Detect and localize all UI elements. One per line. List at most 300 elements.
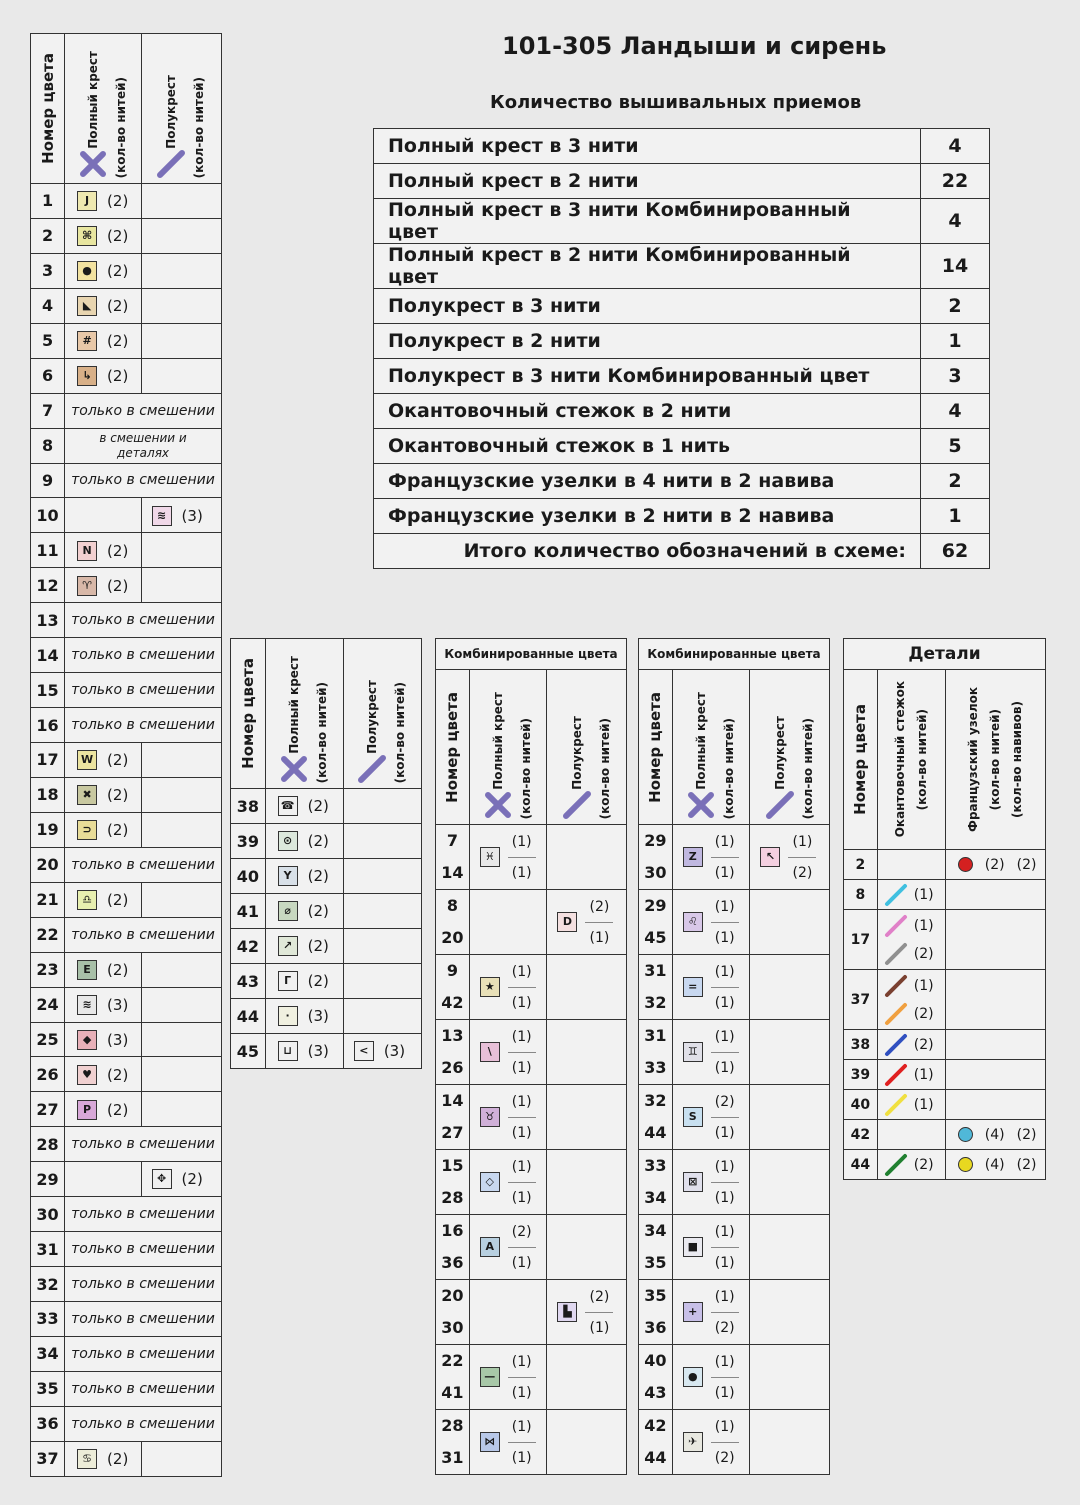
color-number-b: 30	[441, 1318, 464, 1337]
combo-row	[436, 1345, 627, 1410]
color-number-a: 8	[446, 896, 458, 915]
combo-row	[639, 955, 830, 1020]
color-number: 29	[31, 1162, 65, 1197]
color-number: 15	[31, 673, 65, 708]
backstitch-cell	[877, 1060, 945, 1090]
combo-half-cell	[547, 1215, 627, 1280]
legend-row	[31, 673, 222, 708]
color-number: 13	[31, 603, 65, 638]
color-number: 5	[31, 323, 65, 358]
combo-full-cell	[469, 1150, 547, 1215]
thread-count: (2)	[307, 902, 329, 921]
stats-label: Полный крест в 3 нити Комбинированный цвет	[374, 199, 921, 244]
thread-count-b: (1)	[511, 1254, 532, 1271]
color-number: 38	[231, 789, 266, 824]
mix-only-note: только в смешении	[65, 708, 222, 743]
stats-label: Французские узелки в 4 нити в 2 навива	[374, 464, 921, 499]
combo-row	[639, 1410, 830, 1475]
thread-count-a: (1)	[508, 827, 536, 858]
symbol-swatch: ♋	[77, 1449, 97, 1469]
thread-count-a: (1)	[711, 1412, 739, 1443]
symbol-swatch: W	[77, 750, 97, 770]
combo-caption-2: Комбинированные цвета	[639, 639, 830, 670]
thread-count-b: (1)	[511, 1059, 532, 1076]
stats-row	[374, 464, 990, 499]
combo-numbers	[639, 1085, 673, 1150]
stats-value: 2	[921, 289, 990, 324]
combo-row	[436, 1215, 627, 1280]
color-number-a: 20	[441, 1286, 464, 1305]
thread-count-b: (1)	[714, 929, 735, 946]
page-title: 101-305 Ландыши и сирень	[502, 32, 887, 60]
thread-count-a: (1)	[711, 1282, 739, 1313]
combo-table-2	[638, 638, 830, 1475]
thread-count-b: (1)	[714, 1059, 735, 1076]
symbol-swatch: ☎	[278, 796, 298, 816]
backstitch-line-icon	[884, 914, 908, 938]
stats-label: Полукрест в 2 нити	[374, 324, 921, 359]
french-knot-cell	[945, 1060, 1045, 1090]
legend-row	[31, 1022, 222, 1057]
thread-count: (2)	[307, 832, 329, 851]
color-number: 2	[844, 850, 878, 880]
stats-row	[374, 429, 990, 464]
combo-full-cell	[469, 1410, 547, 1475]
details-row	[844, 1120, 1046, 1150]
legend-row	[31, 1127, 222, 1162]
combo-half-cell	[750, 1410, 830, 1475]
knot-wrap-count: (2)	[1016, 1156, 1037, 1173]
stats-total-value: 62	[921, 534, 990, 569]
color-number: 23	[31, 952, 65, 987]
half-cross-icon	[562, 790, 592, 820]
backstitch-line-icon	[884, 1153, 908, 1177]
combo-half-cell	[547, 1085, 627, 1150]
stats-row	[374, 289, 990, 324]
thread-count: (2)	[307, 972, 329, 991]
symbol-swatch: ♥	[77, 1065, 97, 1085]
backstitch-cell	[877, 1150, 945, 1180]
color-number-a: 29	[644, 896, 667, 915]
thread-count: (2)	[913, 1156, 934, 1173]
color-number: 8	[31, 428, 65, 463]
combo-row	[639, 825, 830, 890]
combo-numbers	[639, 1280, 673, 1345]
combo-half-cell	[547, 825, 627, 890]
color-number: 8	[844, 880, 878, 910]
mix-only-note: только в смешении	[65, 1127, 222, 1162]
color-number: 16	[31, 708, 65, 743]
legend-row	[31, 568, 222, 603]
stats-total-row	[374, 534, 990, 569]
symbol-swatch: ⋈	[480, 1432, 500, 1452]
thread-count: (2)	[107, 227, 129, 246]
legend-row	[31, 288, 222, 323]
thread-count: (2)	[107, 1065, 129, 1084]
mix-only-note: только в смешении	[65, 463, 222, 498]
thread-count: (2)	[107, 751, 129, 770]
half-symbol-swatch: ≋	[152, 506, 172, 526]
thread-count-b: (1)	[511, 994, 532, 1011]
knot-wrap-count: (2)	[1016, 856, 1037, 873]
stats-value: 1	[921, 324, 990, 359]
symbol-swatch: ★	[480, 977, 500, 997]
mix-only-note: только в смешении	[65, 1197, 222, 1232]
combo-row	[436, 1085, 627, 1150]
thread-count-a: (2)	[585, 892, 613, 923]
symbol-swatch: ⌀	[278, 901, 298, 921]
details-hdr-knot: Французский узелок (кол-во нитей) (кол-во навивов)	[945, 670, 1045, 850]
french-knot-cell	[945, 850, 1045, 880]
combo-half-cell	[750, 1020, 830, 1085]
thread-count: (2)	[107, 331, 129, 350]
combo-row	[436, 1150, 627, 1215]
combo-numbers	[436, 825, 470, 890]
stats-label: Окантовочный стежок в 1 нить	[374, 429, 921, 464]
legend-row	[231, 824, 422, 859]
details-caption: Детали	[844, 639, 1046, 670]
color-number-b: 34	[644, 1188, 667, 1207]
full-cross-icon	[279, 754, 309, 784]
combo-half-cell	[547, 1410, 627, 1475]
stats-label: Полный крест в 2 нити	[374, 164, 921, 199]
color-number: 37	[844, 970, 878, 1030]
legend-row	[31, 184, 222, 219]
stats-row	[374, 199, 990, 244]
mix-only-note: только в смешении	[65, 847, 222, 882]
combo-half-cell	[750, 890, 830, 955]
stats-value: 14	[921, 244, 990, 289]
combo-row	[436, 890, 627, 955]
combo-row	[436, 1020, 627, 1085]
color-number: 1	[31, 184, 65, 219]
color-number: 31	[31, 1232, 65, 1267]
thread-count-b: (1)	[714, 864, 735, 881]
color-number: 22	[31, 917, 65, 952]
header-full-cross-2: Полный крест (кол-во нитей)	[265, 639, 343, 789]
french-knot-cell	[945, 1030, 1045, 1060]
color-number-b: 28	[441, 1188, 464, 1207]
symbol-swatch: ≋	[77, 995, 97, 1015]
symbol-swatch: #	[77, 331, 97, 351]
combo-hdr-num: Номер цвета	[436, 670, 470, 825]
color-number: 41	[231, 894, 266, 929]
color-number-a: 7	[446, 831, 458, 850]
combo-full-cell	[672, 1150, 750, 1215]
stats-row	[374, 499, 990, 534]
french-knot-cell	[945, 1150, 1045, 1180]
legend-row	[31, 917, 222, 952]
thread-count-a: (2)	[711, 1087, 739, 1118]
header-color-num-2: Номер цвета	[231, 639, 266, 789]
combo-half-cell	[750, 1150, 830, 1215]
combo-table-1	[435, 638, 627, 1475]
mix-only-note: только в смешении	[65, 638, 222, 673]
half-cross-icon	[156, 149, 186, 179]
thread-count-a: (1)	[711, 1347, 739, 1378]
stats-value: 4	[921, 199, 990, 244]
knot-wrap-count: (2)	[1016, 1126, 1037, 1143]
symbol-swatch: ·	[278, 1006, 298, 1026]
combo-row	[436, 825, 627, 890]
thread-count: (2)	[107, 960, 129, 979]
half-cross-icon	[765, 790, 795, 820]
details-row	[844, 910, 1046, 970]
legend-row	[31, 708, 222, 743]
legend-row	[31, 847, 222, 882]
combo-half-cell	[750, 1215, 830, 1280]
french-knot-cell	[945, 910, 1045, 970]
thread-count-b: (1)	[511, 1189, 532, 1206]
color-number: 21	[31, 882, 65, 917]
color-number-a: 13	[441, 1026, 464, 1045]
symbol-swatch: ♓	[480, 847, 500, 867]
color-number-b: 31	[441, 1448, 464, 1467]
color-number-b: 14	[441, 863, 464, 882]
mix-only-note: только в смешении	[65, 1406, 222, 1441]
stats-row	[374, 324, 990, 359]
thread-count: (3)	[107, 995, 129, 1014]
combo-full-cell	[469, 1280, 547, 1345]
legend-row	[31, 428, 222, 463]
thread-count: (2)	[307, 867, 329, 886]
legend-row	[31, 1232, 222, 1267]
color-number: 18	[31, 777, 65, 812]
symbol-swatch: ⊠	[683, 1172, 703, 1192]
legend-row	[231, 894, 422, 929]
symbol-swatch: ◣	[77, 296, 97, 316]
thread-count-a: (1)	[711, 1217, 739, 1248]
combo-full-cell	[469, 1345, 547, 1410]
combo-half-cell	[547, 1345, 627, 1410]
thread-count-b: (1)	[714, 1124, 735, 1141]
combo-numbers	[639, 1345, 673, 1410]
color-number: 36	[31, 1406, 65, 1441]
combo-row	[639, 1280, 830, 1345]
legend-row	[31, 1441, 222, 1476]
color-number-a: 29	[644, 831, 667, 850]
symbol-swatch: ✖	[77, 785, 97, 805]
combo-numbers	[436, 1150, 470, 1215]
stats-value: 1	[921, 499, 990, 534]
thread-count-b: (1)	[511, 864, 532, 881]
color-number: 12	[31, 568, 65, 603]
thread-count-a: (1)	[788, 827, 816, 858]
combo-full-cell	[672, 1280, 750, 1345]
combo-numbers	[436, 890, 470, 955]
symbol-swatch: =	[683, 977, 703, 997]
backstitch-line-icon	[884, 1033, 908, 1057]
stats-value: 4	[921, 129, 990, 164]
color-number: 28	[31, 1127, 65, 1162]
color-number-b: 45	[644, 928, 667, 947]
legend-row	[31, 1197, 222, 1232]
full-cross-icon	[686, 790, 716, 820]
backstitch-cell	[877, 970, 945, 1030]
symbol-swatch: ♎	[77, 890, 97, 910]
combo-full-cell	[672, 1410, 750, 1475]
stats-row	[374, 359, 990, 394]
combo2-hdr-num: Номер цвета	[639, 670, 673, 825]
color-number-a: 32	[644, 1091, 667, 1110]
thread-count: (2)	[107, 1449, 129, 1468]
second-legend-table	[230, 638, 422, 1069]
color-number: 40	[231, 859, 266, 894]
combo-row	[639, 1020, 830, 1085]
thread-count: (1)	[913, 917, 934, 934]
color-number: 32	[31, 1267, 65, 1302]
color-number: 38	[844, 1030, 878, 1060]
thread-count: (3)	[181, 506, 203, 525]
legend-row	[31, 1336, 222, 1371]
thread-count-a: (1)	[711, 1152, 739, 1183]
knot-thread-count: (2)	[984, 856, 1005, 873]
combo-full-cell	[469, 890, 547, 955]
combo-numbers	[436, 1345, 470, 1410]
color-number-b: 36	[441, 1253, 464, 1272]
backstitch-cell	[877, 1090, 945, 1120]
thread-count: (2)	[107, 890, 129, 909]
combo-numbers	[639, 955, 673, 1020]
symbol-swatch: N	[77, 541, 97, 561]
combo-numbers	[639, 1150, 673, 1215]
thread-count-a: (2)	[508, 1217, 536, 1248]
combo-full-cell	[672, 890, 750, 955]
color-number: 27	[31, 1092, 65, 1127]
color-number: 44	[231, 999, 266, 1034]
color-number: 40	[844, 1090, 878, 1120]
legend-row	[31, 358, 222, 393]
symbol-swatch: ⌘	[77, 226, 97, 246]
combo-row	[639, 1085, 830, 1150]
combo-half-cell	[750, 1085, 830, 1150]
thread-count-a: (1)	[508, 1412, 536, 1443]
stats-label: Французские узелки в 2 нити в 2 навива	[374, 499, 921, 534]
thread-count-b: (1)	[714, 1254, 735, 1271]
combo-numbers	[436, 1215, 470, 1280]
legend-row	[231, 999, 422, 1034]
thread-count: (2)	[913, 1005, 934, 1022]
thread-count: (1)	[913, 1096, 934, 1113]
mix-only-note: только в смешении	[65, 1267, 222, 1302]
color-number-b: 27	[441, 1123, 464, 1142]
details-row	[844, 1150, 1046, 1180]
combo-caption-1: Комбинированные цвета	[436, 639, 627, 670]
full-cross-icon	[483, 790, 513, 820]
mix-only-note: только в смешении	[65, 603, 222, 638]
symbol-swatch: ●	[77, 261, 97, 281]
combo-half-cell	[750, 1280, 830, 1345]
color-number-b: 44	[644, 1448, 667, 1467]
french-knot-cell	[945, 970, 1045, 1030]
color-number-a: 9	[446, 961, 458, 980]
symbol-swatch: ⊃	[77, 820, 97, 840]
legend-row	[31, 1092, 222, 1127]
symbol-swatch: ↳	[77, 366, 97, 386]
color-number: 6	[31, 358, 65, 393]
thread-count-a: (1)	[508, 1022, 536, 1053]
stats-row	[374, 244, 990, 289]
combo-numbers	[436, 1085, 470, 1150]
thread-count: (2)	[913, 945, 934, 962]
color-number-b: 32	[644, 993, 667, 1012]
stats-row	[374, 164, 990, 199]
color-number-a: 40	[644, 1351, 667, 1370]
symbol-swatch: ♊	[683, 1042, 703, 1062]
symbol-swatch: \	[480, 1042, 500, 1062]
legend-row	[231, 1034, 422, 1069]
color-number-a: 28	[441, 1416, 464, 1435]
legend-row	[31, 1057, 222, 1092]
color-number: 42	[844, 1120, 878, 1150]
combo-full-cell	[672, 1345, 750, 1410]
stats-label: Окантовочный стежок в 2 нити	[374, 394, 921, 429]
color-number-a: 31	[644, 961, 667, 980]
knot-thread-count: (4)	[984, 1126, 1005, 1143]
backstitch-line-icon	[884, 974, 908, 998]
half-symbol-swatch: D	[557, 912, 577, 932]
thread-count: (1)	[913, 886, 934, 903]
thread-count: (2)	[107, 366, 129, 385]
page-subtitle: Количество вышивальных приемов	[490, 92, 862, 113]
symbol-swatch: Y	[278, 866, 298, 886]
combo-full-cell	[469, 1215, 547, 1280]
symbol-swatch: ●	[683, 1367, 703, 1387]
thread-count-b: (1)	[511, 1449, 532, 1466]
header-color-num: Номер цвета	[31, 34, 65, 184]
combo-half-cell	[547, 1150, 627, 1215]
stats-row	[374, 129, 990, 164]
thread-count-a: (1)	[508, 1347, 536, 1378]
mix-only-note: только в смешении	[65, 1371, 222, 1406]
combo2-hdr-half: Полукрест (кол-во нитей)	[750, 670, 830, 825]
legend-row	[31, 1406, 222, 1441]
symbol-swatch: —	[480, 1367, 500, 1387]
details-row	[844, 970, 1046, 1030]
legend-row	[231, 929, 422, 964]
color-number-a: 22	[441, 1351, 464, 1370]
combo-full-cell	[672, 955, 750, 1020]
french-knot-cell	[945, 1120, 1045, 1150]
color-number: 35	[31, 1371, 65, 1406]
details-row	[844, 1030, 1046, 1060]
thread-count-b: (1)	[714, 1384, 735, 1401]
combo-half-cell	[750, 955, 830, 1020]
french-knot-cell	[945, 1090, 1045, 1120]
color-number-b: 26	[441, 1058, 464, 1077]
combo-row	[436, 1280, 627, 1345]
color-number-a: 34	[644, 1221, 667, 1240]
thread-count-b: (2)	[714, 1449, 735, 1466]
color-number-b: 35	[644, 1253, 667, 1272]
mix-only-note: только в смешении	[65, 1302, 222, 1337]
backstitch-cell	[877, 880, 945, 910]
thread-count: (2)	[913, 1036, 934, 1053]
stats-label: Полный крест в 2 нити Комбинированный цвет	[374, 244, 921, 289]
header-half-cross: Полукрест (кол-во нитей)	[141, 34, 221, 184]
symbol-swatch: ♈	[77, 576, 97, 596]
thread-count-b: (1)	[714, 994, 735, 1011]
color-number: 20	[31, 847, 65, 882]
details-row	[844, 1060, 1046, 1090]
legend-row	[31, 882, 222, 917]
header-half-cross-2: Полукрест (кол-во нитей)	[343, 639, 421, 789]
symbol-swatch: A	[480, 1237, 500, 1257]
details-row	[844, 1090, 1046, 1120]
color-number: 45	[231, 1034, 266, 1069]
combo-full-cell	[469, 1020, 547, 1085]
stats-label: Полукрест в 3 нити Комбинированный цвет	[374, 359, 921, 394]
